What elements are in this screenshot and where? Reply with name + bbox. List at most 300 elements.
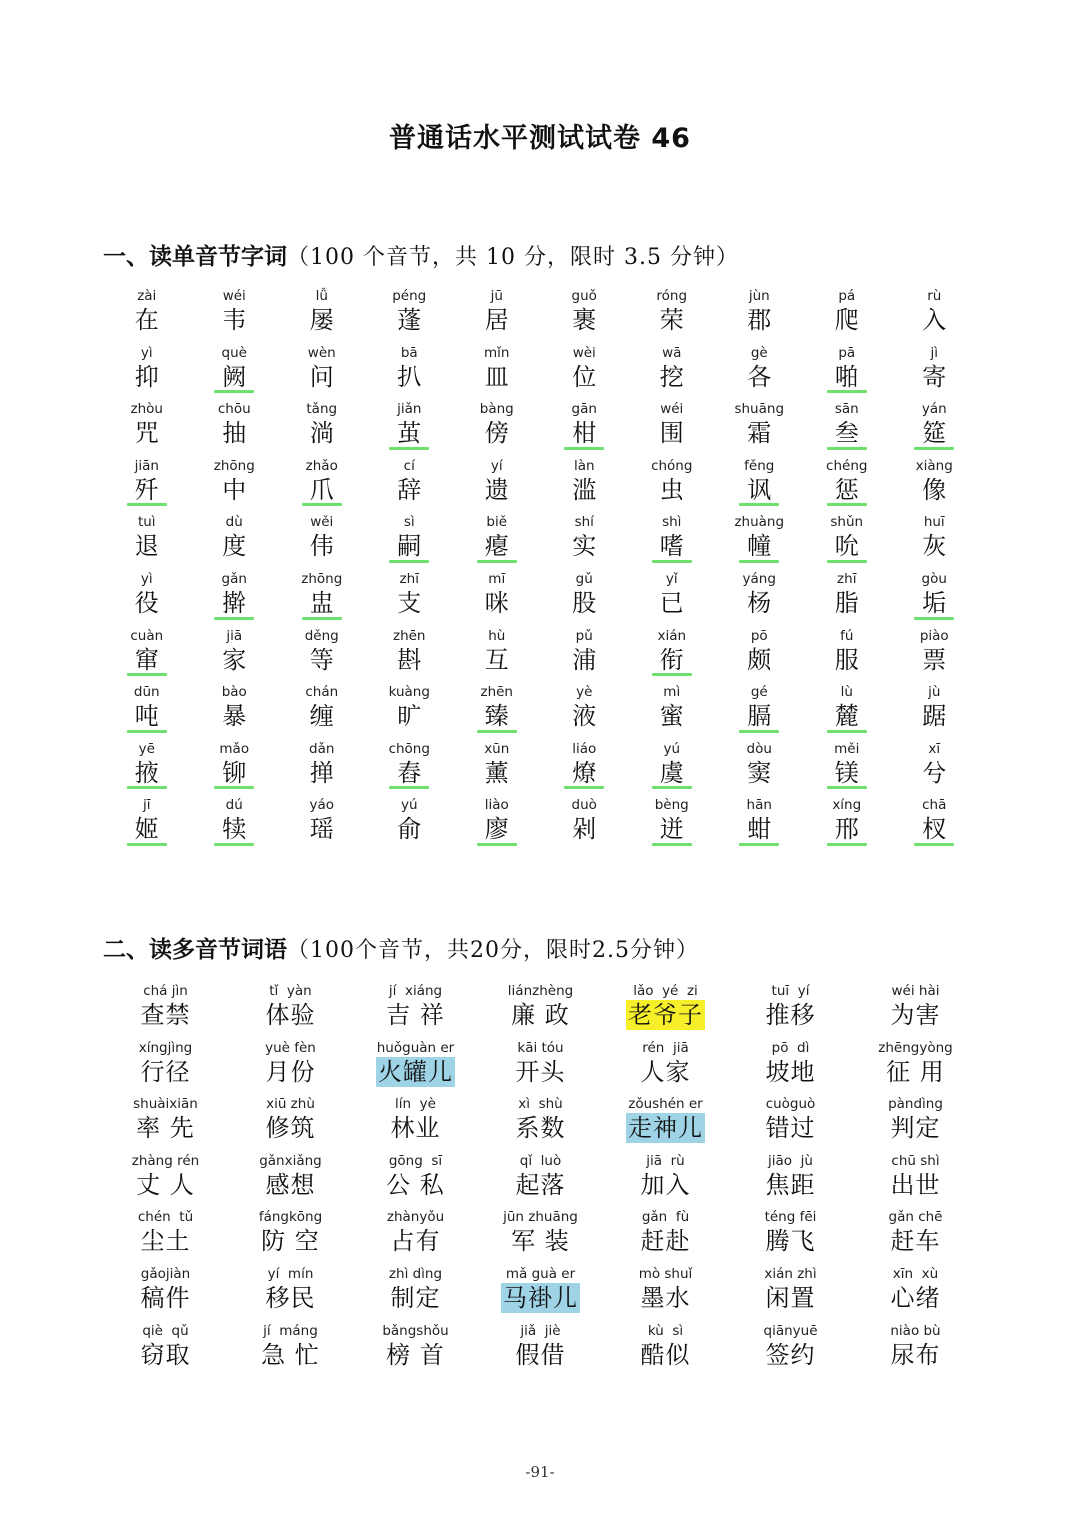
word: 榜 首 — [386, 1340, 445, 1369]
hanzi: 居 — [484, 306, 509, 334]
char-cell — [191, 287, 279, 344]
pinyin: duò — [571, 797, 597, 814]
hanzi: 俞 — [397, 815, 422, 844]
word: 率 先 — [136, 1114, 195, 1143]
hanzi: 麓 — [834, 702, 859, 731]
hanzi: 廖 — [484, 815, 509, 844]
hanzi: 中 — [222, 475, 247, 504]
char-cell — [453, 513, 541, 570]
pinyin: zhànyǒu — [386, 1209, 445, 1226]
char-cell — [891, 513, 979, 570]
char-cell — [628, 457, 716, 514]
char-cell — [453, 796, 541, 853]
char-cell — [716, 287, 804, 344]
hanzi: 位 — [572, 362, 597, 391]
pinyin: chū shì — [891, 1152, 940, 1169]
hanzi: 抽 — [222, 419, 247, 448]
hanzi: 臻 — [484, 702, 509, 731]
highlight-underline — [127, 730, 167, 733]
hanzi: 服 — [834, 645, 859, 674]
pinyin: yí mín — [267, 1265, 314, 1282]
char-cell — [541, 796, 629, 853]
word-cell — [103, 1039, 228, 1096]
pinyin: yán — [921, 401, 947, 418]
char-cell — [191, 683, 279, 740]
word: 窃取 — [140, 1340, 191, 1369]
hanzi: 吮 — [834, 532, 859, 561]
hanzi: 傍 — [484, 419, 509, 448]
word: 起落 — [515, 1170, 566, 1199]
pinyin: jī — [142, 797, 151, 814]
pinyin: tuì — [137, 514, 156, 531]
pinyin: chén tǔ — [137, 1209, 194, 1226]
hanzi: 辞 — [397, 475, 422, 504]
hanzi: 郡 — [747, 306, 772, 334]
highlight-underline — [739, 730, 779, 733]
word: 急 忙 — [261, 1340, 320, 1369]
char-cell — [278, 344, 366, 401]
pinyin: lǚ — [315, 288, 328, 304]
highlight-underline — [827, 560, 867, 563]
char-cell — [891, 740, 979, 797]
char-cell — [716, 344, 804, 401]
pinyin: lù — [840, 684, 853, 701]
highlight-underline — [477, 843, 517, 846]
pinyin: zhì dìng — [388, 1265, 443, 1282]
pinyin: jiā — [226, 627, 243, 644]
word: 丈 人 — [136, 1170, 195, 1199]
pinyin: làn — [573, 457, 595, 474]
hanzi: 扒 — [397, 362, 422, 391]
pinyin: zǒushén er — [628, 1096, 703, 1113]
pinyin: jì — [930, 344, 938, 361]
word-cell — [353, 1265, 478, 1322]
char-row — [103, 570, 983, 627]
pinyin: gǎn fù — [641, 1209, 690, 1226]
pinyin: liáo — [572, 740, 597, 757]
pinyin: děng — [304, 627, 339, 644]
word-cell — [478, 982, 603, 1039]
word-cell — [103, 1095, 228, 1152]
word-cell — [603, 1322, 728, 1379]
word: 心绪 — [890, 1283, 941, 1312]
word: 感想 — [265, 1170, 316, 1199]
pinyin: zhī — [837, 570, 857, 587]
highlight-underline — [214, 617, 254, 620]
word: 加入 — [640, 1170, 691, 1199]
char-cell — [366, 457, 454, 514]
pinyin: téng fēi — [764, 1209, 817, 1226]
word: 判定 — [890, 1114, 941, 1143]
word-cell — [728, 1152, 853, 1209]
hanzi: 互 — [484, 645, 509, 674]
highlight-underline — [127, 673, 167, 676]
char-cell — [803, 400, 891, 457]
word-row — [103, 1265, 983, 1322]
pinyin: shí — [574, 514, 594, 531]
pinyin: cí — [403, 457, 415, 474]
pinyin: gé — [750, 684, 768, 701]
highlight-underline — [477, 730, 517, 733]
pinyin: wā — [662, 344, 682, 361]
hanzi: 暴 — [222, 702, 247, 731]
hanzi: 兮 — [922, 758, 947, 787]
pinyin: zhōng — [213, 457, 255, 474]
char-cell — [191, 400, 279, 457]
page-title: 普通话水平测试试卷 46 — [389, 123, 691, 154]
word: 移民 — [265, 1283, 316, 1312]
char-cell — [541, 570, 629, 627]
char-cell — [716, 400, 804, 457]
pinyin: yì — [140, 570, 153, 587]
char-cell — [716, 796, 804, 853]
word-cell — [353, 1322, 478, 1379]
hanzi: 垢 — [922, 588, 947, 617]
char-cell — [541, 627, 629, 684]
char-cell — [541, 683, 629, 740]
hanzi: 票 — [922, 645, 947, 674]
word-cell — [603, 1152, 728, 1209]
hanzi: 裹 — [572, 306, 597, 334]
pinyin: tǐ yàn — [269, 983, 312, 999]
pinyin: zhǎo — [305, 457, 338, 474]
pinyin: zhēn — [392, 627, 426, 644]
char-cell — [803, 570, 891, 627]
char-cell — [541, 457, 629, 514]
pinyin: pō dì — [771, 1039, 810, 1056]
hanzi: 等 — [309, 645, 334, 674]
pinyin: wèi — [572, 344, 596, 361]
pinyin: zhòu — [130, 401, 163, 418]
word: 错过 — [765, 1114, 816, 1143]
word-cell — [353, 982, 478, 1039]
pinyin: wěi — [310, 514, 334, 531]
char-cell — [278, 287, 366, 344]
char-cell — [716, 457, 804, 514]
hanzi: 颇 — [747, 645, 772, 674]
word: 系数 — [515, 1114, 566, 1143]
char-cell — [803, 344, 891, 401]
word-cell — [353, 1152, 478, 1209]
pinyin: gǎn — [221, 570, 247, 587]
char-cell — [716, 683, 804, 740]
word-cell — [353, 1039, 478, 1096]
word-cell — [103, 1152, 228, 1209]
highlight-underline — [914, 617, 954, 620]
pinyin: dūn — [133, 684, 160, 701]
char-cell — [628, 570, 716, 627]
pinyin: wéi — [222, 288, 246, 304]
hanzi: 脂 — [834, 588, 859, 617]
highlight-underline — [827, 447, 867, 450]
word-cell — [603, 982, 728, 1039]
word-row — [103, 1152, 983, 1209]
pinyin: hù — [488, 627, 506, 644]
hanzi: 支 — [397, 588, 422, 617]
highlight-underline — [214, 843, 254, 846]
char-cell — [628, 627, 716, 684]
highlight-underline — [827, 730, 867, 733]
word-cell — [728, 1039, 853, 1096]
hanzi: 阙 — [222, 362, 247, 391]
hanzi: 盅 — [309, 588, 334, 617]
word-cell — [603, 1039, 728, 1096]
pinyin: yì — [140, 344, 153, 361]
word-cell — [853, 1152, 978, 1209]
pinyin: chā — [922, 797, 947, 814]
page-number: -91- — [525, 1463, 555, 1481]
pinyin: lǎo yé zi — [633, 983, 698, 999]
char-cell — [366, 796, 454, 853]
hanzi: 剁 — [572, 815, 597, 844]
pinyin: jiān — [134, 457, 159, 474]
hanzi: 霜 — [747, 419, 772, 448]
hanzi: 挖 — [659, 362, 684, 391]
char-cell — [803, 457, 891, 514]
hanzi: 问 — [309, 362, 334, 391]
char-cell — [103, 287, 191, 344]
word: 占有 — [390, 1227, 441, 1256]
hanzi: 实 — [572, 532, 597, 561]
char-cell — [366, 400, 454, 457]
pinyin: sān — [834, 401, 859, 418]
hanzi: 掸 — [309, 758, 334, 787]
word: 尿布 — [890, 1340, 941, 1369]
hanzi: 叁 — [834, 419, 859, 448]
section2-note: （100个音节，共20分，限时2.5分钟） — [287, 938, 699, 963]
pinyin: gǔ — [575, 570, 593, 587]
word-cell — [853, 1039, 978, 1096]
word: 防 空 — [261, 1227, 320, 1256]
hanzi: 虞 — [659, 758, 684, 787]
hanzi: 遗 — [484, 475, 509, 504]
pinyin: zhàng rén — [131, 1152, 200, 1169]
pinyin: bèng — [654, 797, 689, 814]
char-cell — [716, 570, 804, 627]
pinyin: niào bù — [890, 1322, 941, 1339]
hanzi: 茧 — [397, 419, 422, 448]
char-row — [103, 400, 983, 457]
word-cell — [853, 1322, 978, 1379]
highlight-underline — [127, 503, 167, 506]
word-cell — [728, 1208, 853, 1265]
hanzi: 灰 — [922, 532, 947, 561]
word-cell — [478, 1322, 603, 1379]
pinyin: zhōng — [301, 570, 343, 587]
hanzi: 各 — [747, 362, 772, 391]
word: 墨水 — [640, 1283, 691, 1312]
word-cell — [228, 1039, 353, 1096]
pinyin: gòu — [921, 570, 947, 587]
pinyin: mò shuǐ — [638, 1265, 693, 1282]
hanzi: 踞 — [922, 702, 947, 731]
highlight-underline — [827, 786, 867, 789]
hanzi: 镁 — [834, 758, 859, 787]
char-cell — [103, 400, 191, 457]
char-cell — [891, 344, 979, 401]
char-cell — [103, 683, 191, 740]
hanzi: 淌 — [309, 419, 334, 448]
word-cell — [103, 1322, 228, 1379]
hanzi: 蚶 — [747, 815, 772, 844]
char-row — [103, 513, 983, 570]
hanzi: 吨 — [134, 702, 159, 731]
word: 稿件 — [140, 1283, 191, 1312]
hanzi: 液 — [572, 702, 597, 731]
char-cell — [541, 344, 629, 401]
pinyin: xūn — [484, 740, 510, 757]
char-cell — [628, 513, 716, 570]
word-cell — [228, 982, 353, 1039]
pinyin: bàng — [479, 401, 514, 418]
pinyin: dù — [225, 514, 243, 531]
pinyin: měi — [834, 740, 860, 757]
word-cell — [478, 1152, 603, 1209]
pinyin: gōng sī — [388, 1152, 443, 1169]
hanzi: 啪 — [834, 362, 859, 391]
pinyin: xiàng — [915, 457, 953, 474]
hanzi: 掖 — [134, 758, 159, 787]
hanzi: 寄 — [922, 362, 947, 391]
pinyin: jùn — [748, 288, 770, 304]
word-cell — [728, 1095, 853, 1152]
highlight-underline — [827, 843, 867, 846]
pinyin: dǎn — [309, 740, 335, 757]
pinyin: péng — [392, 288, 427, 304]
word: 人家 — [640, 1057, 691, 1086]
pinyin: gān — [571, 401, 597, 418]
word: 月份 — [265, 1057, 316, 1086]
char-cell — [278, 400, 366, 457]
word: 廉 政 — [511, 1001, 570, 1029]
highlight-underline — [914, 447, 954, 450]
word: 林业 — [390, 1114, 441, 1143]
highlighted-word: 火罐儿 — [378, 1057, 453, 1086]
char-cell — [366, 344, 454, 401]
hanzi: 退 — [134, 532, 159, 561]
highlight-underline — [302, 617, 342, 620]
highlight-underline — [389, 786, 429, 789]
pinyin: pàndìng — [888, 1096, 943, 1113]
pinyin: zhuàng — [734, 514, 785, 531]
word: 吉 祥 — [386, 1001, 445, 1029]
highlight-underline — [739, 560, 779, 563]
section2-title: 二、读多音节词语 — [103, 937, 287, 963]
char-cell — [191, 740, 279, 797]
pinyin: jūn zhuāng — [503, 1209, 578, 1226]
pinyin: jiā rù — [646, 1152, 685, 1169]
hanzi: 韦 — [222, 306, 247, 334]
pinyin: jù — [928, 684, 941, 701]
char-cell — [191, 570, 279, 627]
word: 签约 — [765, 1340, 816, 1369]
char-cell — [628, 400, 716, 457]
hanzi: 筵 — [922, 419, 947, 448]
pinyin: shǔn — [830, 514, 864, 531]
hanzi: 围 — [659, 419, 684, 448]
char-cell — [891, 683, 979, 740]
highlight-underline — [739, 843, 779, 846]
char-cell — [891, 457, 979, 514]
highlight-underline — [827, 503, 867, 506]
word-cell — [603, 1265, 728, 1322]
pinyin: tuī yí — [771, 983, 810, 999]
char-row — [103, 740, 983, 797]
pinyin: fángkōng — [258, 1209, 323, 1226]
pinyin: shuāng — [734, 401, 785, 418]
char-cell — [278, 740, 366, 797]
pinyin: chōu — [217, 401, 251, 418]
char-cell — [366, 287, 454, 344]
hanzi: 咒 — [134, 419, 159, 448]
char-cell — [803, 513, 891, 570]
word-cell — [728, 1265, 853, 1322]
word-cell — [478, 1095, 603, 1152]
word: 坡地 — [765, 1057, 816, 1086]
char-cell — [103, 457, 191, 514]
char-cell — [103, 627, 191, 684]
hanzi: 旷 — [397, 702, 422, 731]
char-cell — [366, 513, 454, 570]
hanzi: 窦 — [747, 758, 772, 787]
word: 焦距 — [765, 1170, 816, 1199]
char-cell — [191, 457, 279, 514]
pinyin: huī — [923, 514, 945, 531]
pinyin: yuè fèn — [265, 1039, 316, 1056]
char-cell — [278, 627, 366, 684]
section1-heading — [103, 238, 739, 271]
pinyin: yè — [576, 684, 593, 701]
pinyin: gǎnxiǎng — [259, 1152, 322, 1169]
highlighted-word: 走神儿 — [628, 1114, 703, 1143]
section2-heading — [103, 931, 699, 964]
pinyin: róng — [656, 288, 688, 304]
pinyin: yē — [138, 740, 155, 757]
pinyin: rén jiā — [642, 1039, 689, 1056]
pinyin: yǐ — [665, 570, 678, 587]
char-cell — [453, 287, 541, 344]
word-cell — [228, 1265, 353, 1322]
highlight-underline — [477, 560, 517, 563]
pinyin: jiǎ jiè — [520, 1322, 561, 1339]
hanzi: 燎 — [572, 758, 597, 787]
hanzi: 已 — [659, 588, 684, 617]
char-cell — [191, 796, 279, 853]
hanzi: 嗣 — [397, 532, 422, 561]
word: 闲置 — [765, 1283, 816, 1312]
word: 尘土 — [140, 1227, 191, 1256]
char-cell — [366, 683, 454, 740]
pinyin: dòu — [746, 740, 772, 757]
pinyin: yú — [663, 740, 681, 757]
hanzi: 犊 — [222, 815, 247, 844]
char-cell — [366, 627, 454, 684]
highlight-underline — [564, 786, 604, 789]
char-row — [103, 627, 983, 684]
highlight-underline — [739, 503, 779, 506]
pinyin: piào — [919, 627, 949, 644]
pinyin: chéng — [826, 457, 868, 474]
pinyin: qiānyuē — [763, 1322, 818, 1339]
hanzi: 滥 — [572, 475, 597, 504]
char-cell — [803, 683, 891, 740]
pinyin: bào — [221, 684, 247, 701]
hanzi: 抑 — [134, 362, 159, 391]
char-cell — [191, 627, 279, 684]
pinyin: xíngjìng — [138, 1039, 193, 1056]
pinyin: fěng — [744, 457, 775, 474]
char-cell — [891, 287, 979, 344]
